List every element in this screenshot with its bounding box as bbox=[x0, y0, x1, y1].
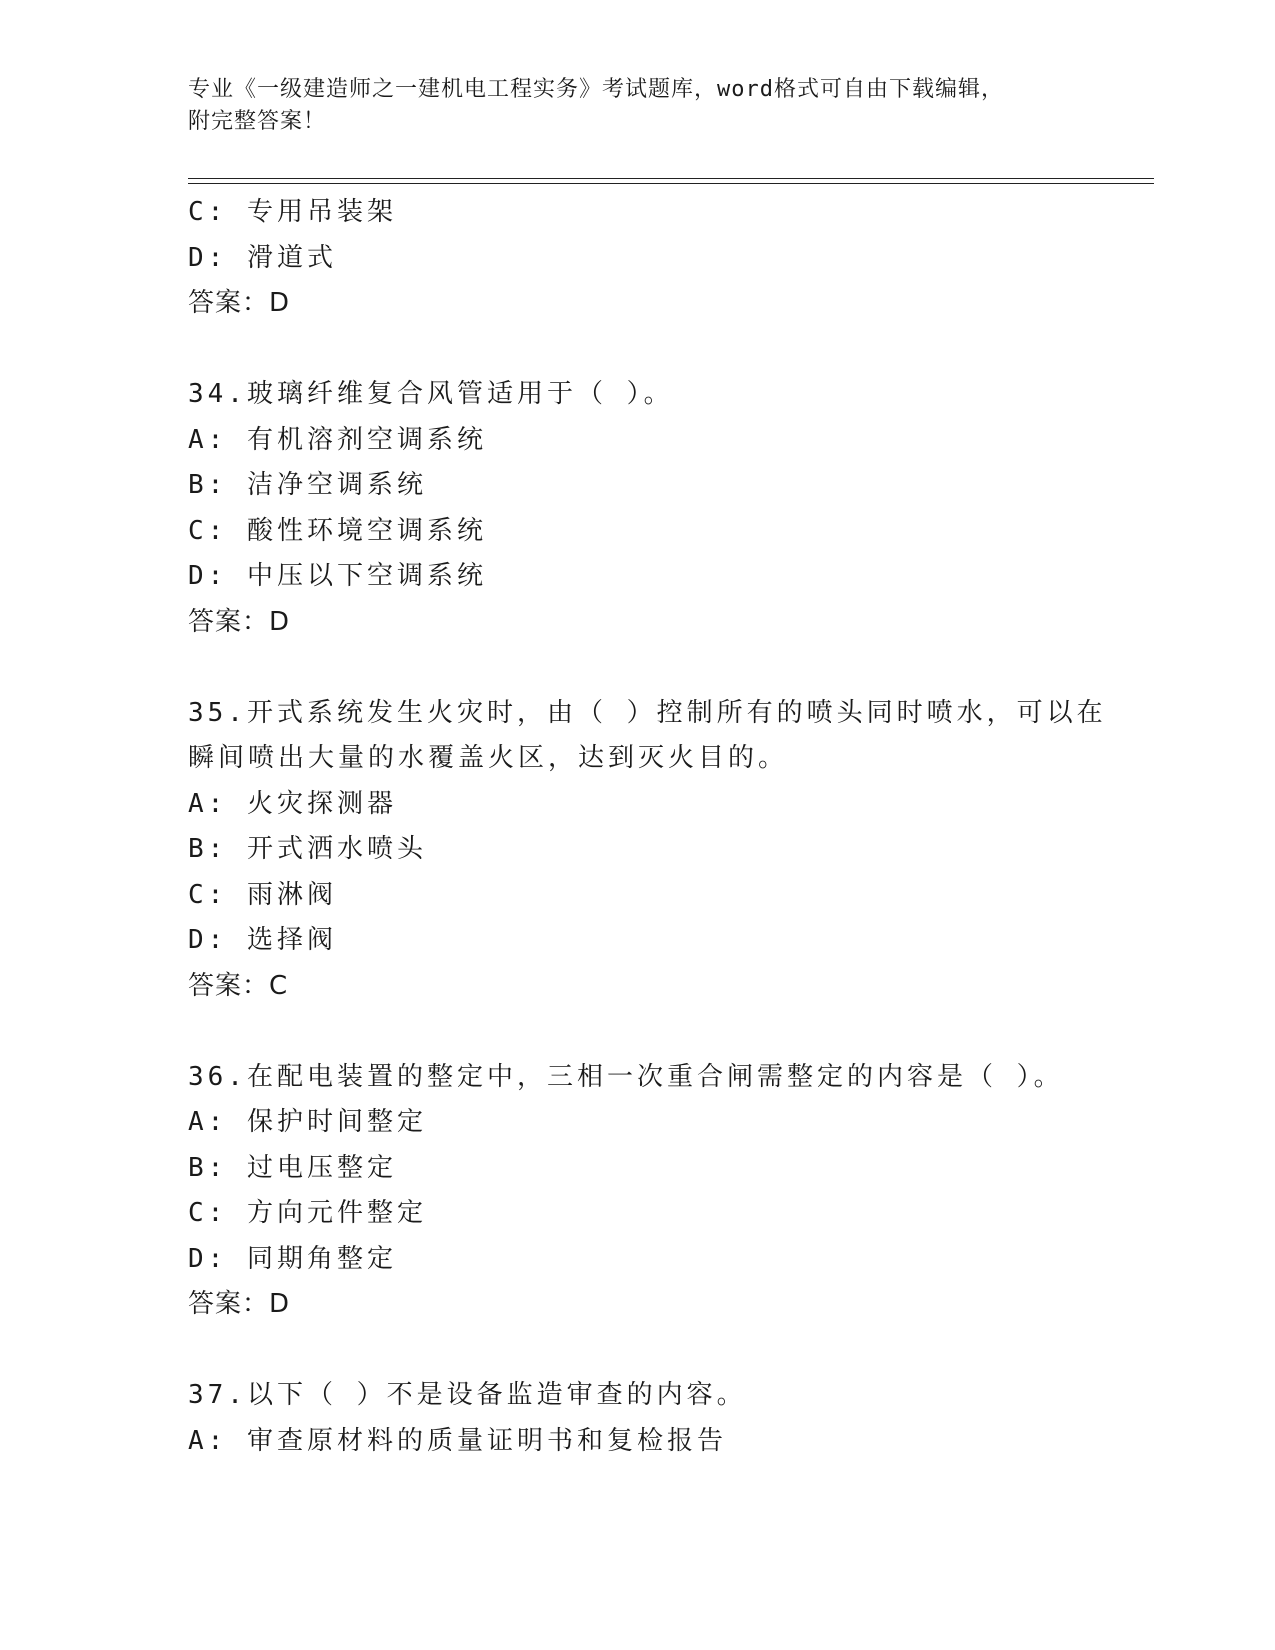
question-34 bbox=[188, 372, 1154, 645]
question-37 bbox=[188, 1373, 1154, 1464]
question-stem: 37.以下（ ）不是设备监造审查的内容。 bbox=[188, 1380, 747, 1410]
question-stem-line-2: 瞬间喷出大量的水覆盖火区，达到灭火目的。 bbox=[188, 743, 789, 773]
option-b: B: 洁净空调系统 bbox=[188, 470, 427, 500]
header-line-2: 附完整答案！ bbox=[188, 109, 327, 134]
spacer bbox=[188, 645, 1154, 691]
spacer bbox=[188, 1328, 1154, 1374]
answer: 答案：D bbox=[188, 288, 291, 318]
option-c: C: 专用吊装架 bbox=[188, 197, 397, 227]
option-c: C: 酸性环境空调系统 bbox=[188, 515, 487, 546]
question-stem: 36.在配电装置的整定中，三相一次重合闸需整定的内容是（ ）。 bbox=[188, 1061, 1064, 1092]
answer: 答案：C bbox=[188, 970, 289, 1001]
option-a: A: 火灾探测器 bbox=[188, 788, 397, 819]
option-d: D: 中压以下空调系统 bbox=[188, 561, 487, 591]
question-stem: 34.玻璃纤维复合风管适用于（ ）。 bbox=[188, 379, 674, 409]
question-stem-line-1: 35.开式系统发生火灾时，由（ ）控制所有的喷头同时喷水，可以在 bbox=[188, 697, 1107, 728]
answer: 答案：D bbox=[188, 1289, 291, 1319]
option-a: A: 有机溶剂空调系统 bbox=[188, 424, 487, 455]
option-d: D: 滑道式 bbox=[188, 242, 337, 273]
question-36 bbox=[188, 1055, 1154, 1328]
option-a: A: 审查原材料的质量证明书和复检报告 bbox=[188, 1425, 727, 1456]
option-c: C: 方向元件整定 bbox=[188, 1198, 427, 1228]
header-divider-top bbox=[188, 178, 1154, 179]
question-list bbox=[188, 190, 1154, 1464]
spacer bbox=[188, 1009, 1154, 1055]
question-35 bbox=[188, 691, 1154, 1010]
option-d: D: 选择阀 bbox=[188, 925, 337, 955]
option-b: B: 开式洒水喷头 bbox=[188, 834, 427, 864]
answer: 答案：D bbox=[188, 606, 291, 637]
question-33-tail bbox=[188, 190, 1154, 327]
option-a: A: 保护时间整定 bbox=[188, 1107, 427, 1137]
option-d: D: 同期角整定 bbox=[188, 1243, 397, 1274]
spacer bbox=[188, 327, 1154, 373]
option-c: C: 雨淋阀 bbox=[188, 879, 337, 910]
option-b: B: 过电压整定 bbox=[188, 1152, 397, 1183]
header-divider-bottom bbox=[188, 183, 1154, 184]
document-header bbox=[188, 74, 1088, 138]
header-line-1: 专业《一级建造师之一建机电工程实务》考试题库，word格式可自由下载编辑， bbox=[188, 77, 1004, 102]
